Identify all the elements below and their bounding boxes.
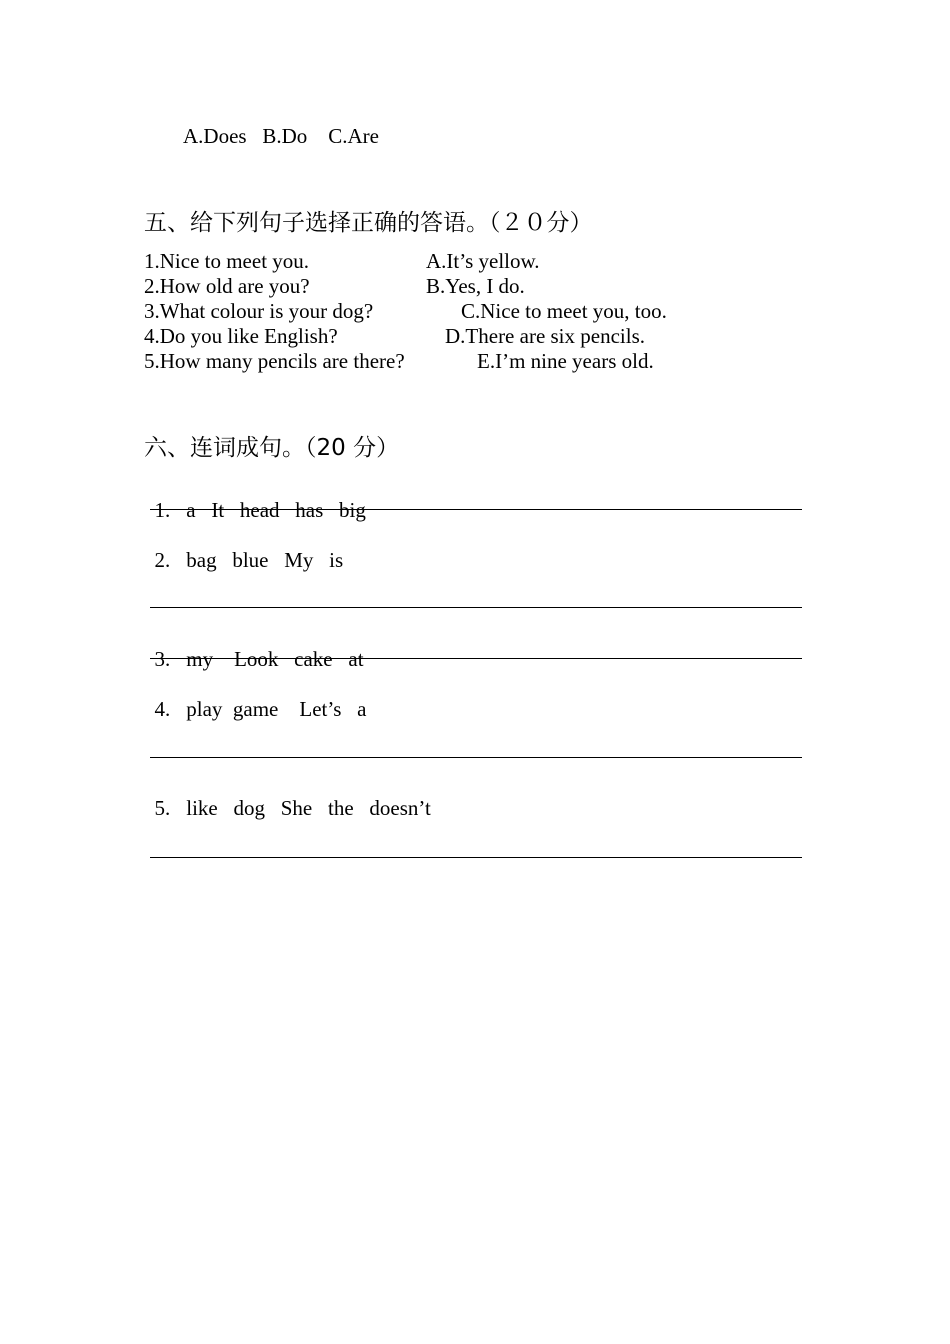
answer-blank-4[interactable] xyxy=(150,757,802,758)
answer-blank-2[interactable] xyxy=(150,607,802,608)
section6-item-5 xyxy=(144,771,431,821)
answer-blank-5[interactable] xyxy=(150,857,802,858)
section5-answer-e: E.I’m nine years old. xyxy=(477,349,654,373)
section5-question-4: 4.Do you like English? xyxy=(144,324,338,348)
item-number: 3. xyxy=(154,647,171,671)
section5-answer-d: D.There are six pencils. xyxy=(445,324,646,348)
answer-blank-1[interactable] xyxy=(150,509,802,510)
section5-question-3: 3.What colour is your dog? xyxy=(144,299,374,323)
section5-answer-a: A.It’s yellow. xyxy=(426,249,540,273)
section6-item-1 xyxy=(144,473,366,523)
item-number: 1. xyxy=(154,498,171,522)
section6-heading: 六、连词成句。（20 分） xyxy=(144,435,400,461)
section5-answer-c: C.Nice to meet you, too. xyxy=(461,299,667,323)
item-number: 5. xyxy=(154,796,171,820)
answer-blank-3[interactable] xyxy=(150,658,802,659)
item-words: bag blue My is xyxy=(186,548,344,572)
item-words: play game Let’s a xyxy=(186,697,367,721)
section6-item-3 xyxy=(144,622,364,672)
section5-question-5: 5.How many pencils are there? xyxy=(144,349,405,373)
item-words: a It head has big xyxy=(186,498,366,522)
item-words: my Look cake at xyxy=(186,647,364,671)
previous-question-options: A.Does B.Do C.Are xyxy=(183,124,379,148)
item-number: 2. xyxy=(154,548,171,572)
item-words: like dog She the doesn’t xyxy=(186,796,431,820)
section5-question-1: 1.Nice to meet you. xyxy=(144,249,310,273)
section6-item-2 xyxy=(144,523,343,573)
section5-heading: 五、给下列句子选择正确的答语。（２０分） xyxy=(144,210,593,236)
section5-answer-b: B.Yes, I do. xyxy=(426,274,525,298)
section6-item-4 xyxy=(144,672,366,722)
section5-question-2: 2.How old are you? xyxy=(144,274,310,298)
item-number: 4. xyxy=(154,697,171,721)
